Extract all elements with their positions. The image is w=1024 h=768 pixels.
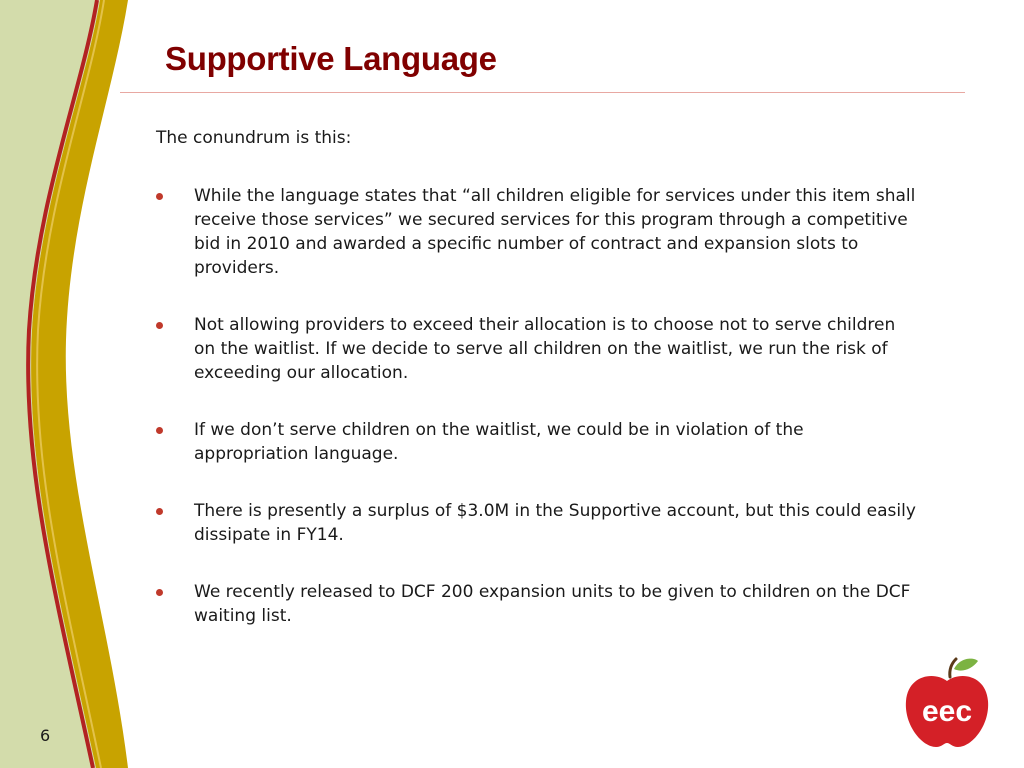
bullet-item-3 [156,418,916,466]
logo-leaf-icon [954,659,978,671]
decorative-side-wave [0,0,140,768]
bullet-text: There is presently a surplus of $3.0M in the Supportive account, but this could easily dissipate in FY14. [194,501,916,545]
bullet-icon [156,427,163,434]
page-number: 6 [40,726,51,745]
logo-text: eec [921,695,973,728]
title-divider [120,92,965,93]
bullet-text: While the language states that “all children eligible for services under this item shall receive those services” we secured services for this program through a competitive bid in 2010 and awarded a specific number of contract and expansion slots to providers. [194,186,916,278]
eec-apple-logo-icon [902,655,992,750]
bullet-text: Not allowing providers to exceed their allocation is to choose not to serve children on the waitlist. If we decide to serve all children on the waitlist, we run the risk of exceeding our allocation. [194,315,896,383]
bullet-icon [156,193,163,200]
bullet-item-1 [156,184,916,280]
intro-text: The conundrum is this: [156,128,352,148]
bullet-item-4 [156,499,916,547]
bullet-item-5 [156,580,916,628]
bullet-item-2 [156,313,916,385]
bullet-icon [156,508,163,515]
slide-title: Supportive Language [165,40,497,77]
bullet-icon [156,322,163,329]
bullet-list [156,184,916,661]
bullet-icon [156,589,163,596]
bullet-text: If we don’t serve children on the waitlist, we could be in violation of the appropriation language. [194,420,804,464]
bullet-text: We recently released to DCF 200 expansion units to be given to children on the DCF waiting list. [194,582,911,626]
